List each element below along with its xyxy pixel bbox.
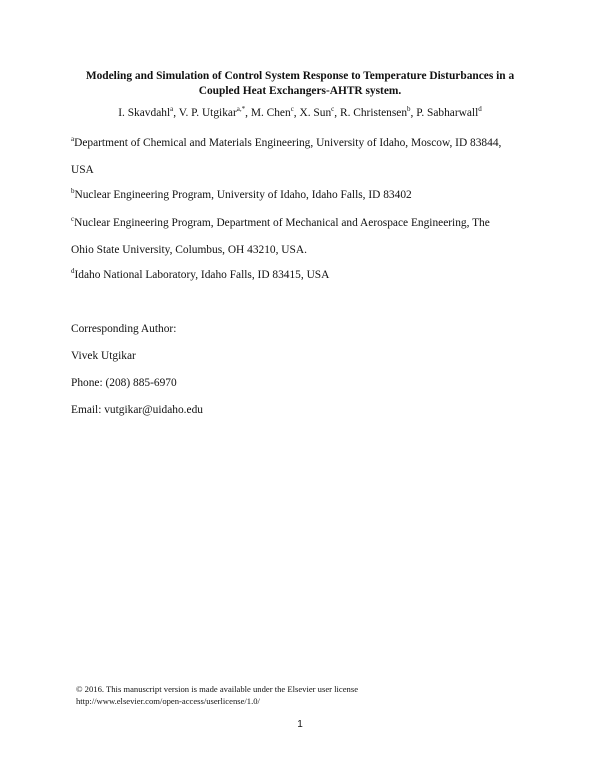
author-name: X. Sun: [299, 107, 332, 119]
license-footer: [76, 683, 358, 707]
author-affiliation-mark: d: [478, 105, 482, 113]
affiliation-mark: b: [71, 187, 75, 195]
affiliation-c: [71, 216, 490, 230]
page-number: 1: [297, 719, 303, 730]
author-affiliation-mark: c: [331, 105, 335, 113]
affiliation-mark: c: [71, 215, 75, 223]
affiliation-mark: a: [71, 135, 75, 143]
author-affiliation-mark: a: [170, 105, 174, 113]
affiliation-text: Ohio State University, Columbus, OH 43210, USA.: [71, 244, 307, 256]
license-text: © 2016. This manuscript version is made available under the Elsevier user license: [76, 684, 359, 694]
author-name: M. Chen: [250, 107, 291, 119]
author-name: V. P. Utgikar: [178, 107, 237, 119]
author-affiliation-mark: c: [290, 105, 294, 113]
affiliation-text: Department of Chemical and Materials Engineering, University of Idaho, Moscow, ID 83844,: [74, 137, 502, 149]
author-name: R. Christensen: [339, 107, 408, 119]
affiliation-text: Nuclear Engineering Program, University of Idaho, Idaho Falls, ID 83402: [74, 189, 412, 201]
affiliation-mark: d: [71, 267, 75, 275]
affiliation-text: Nuclear Engineering Program, Department of Mechanical and Aerospace Engineering, The: [74, 217, 490, 229]
affiliation-text: Idaho National Laboratory, Idaho Falls, ID 83415, USA: [74, 269, 330, 281]
corresponding-author-label: Corresponding Author:: [71, 323, 177, 335]
affiliation-text: USA: [71, 164, 94, 176]
corresponding-author-email: Email: vutgikar@uidaho.edu: [71, 404, 203, 416]
author-affiliation-mark: b: [407, 105, 411, 113]
author-name: I. Skavdahl: [118, 107, 171, 119]
affiliation-d: [71, 268, 329, 282]
affiliation-a-continued: [71, 163, 94, 177]
license-url: http://www.elsevier.com/open-access/userlicense/1.0/: [76, 696, 260, 706]
affiliation-b: [71, 188, 412, 202]
title-line-1: Modeling and Simulation of Control System Response to Temperature Disturbances in a: [85, 70, 515, 82]
author-name: P. Sabharwall: [416, 107, 479, 119]
corresponding-author-name: Vivek Utgikar: [71, 350, 136, 362]
paper-title: [40, 69, 560, 99]
affiliation-c-continued: [71, 243, 307, 257]
corresponding-author-phone: Phone: (208) 885-6970: [71, 377, 177, 389]
title-line-2: Coupled Heat Exchangers-AHTR system.: [198, 85, 402, 97]
author-list: I. Skavdahl$^a$, V. P. Utgikar$^{a,*}$, M. Chen$^c$, X. Sun$^c$, R. Christensen$^b$, P. Sabharwall$^d$: [118, 105, 482, 119]
affiliation-a: [71, 136, 501, 150]
author-affiliation-mark: a,*: [236, 105, 246, 113]
